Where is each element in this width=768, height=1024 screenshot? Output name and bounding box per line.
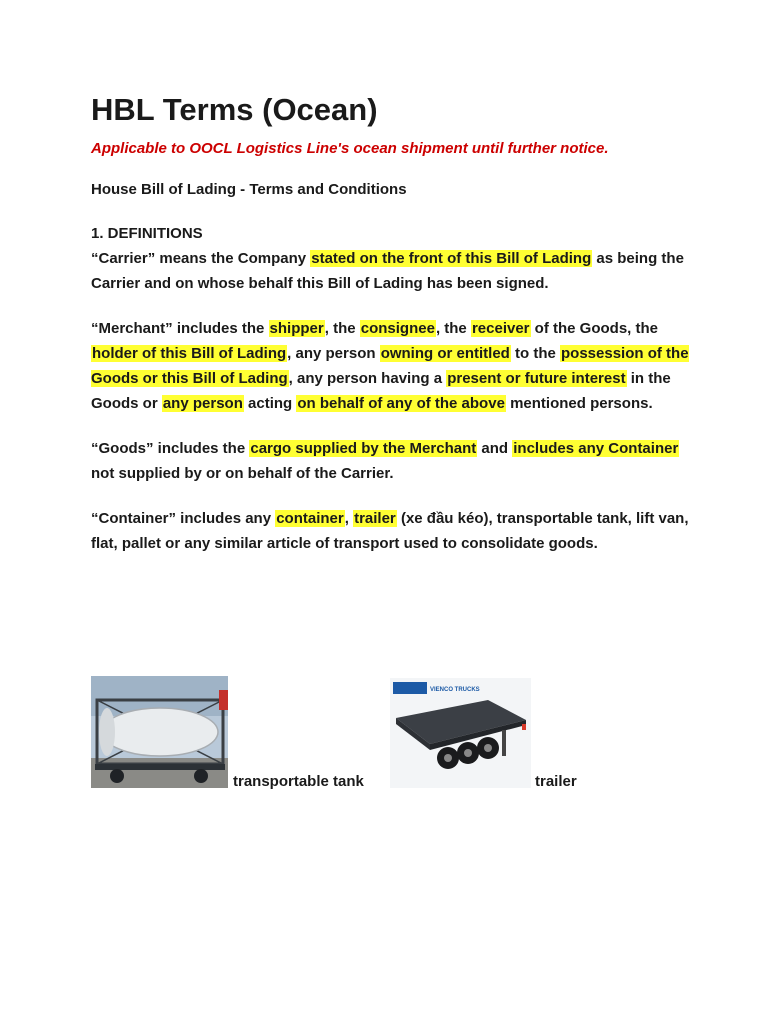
highlight: shipper <box>269 320 324 337</box>
highlight: any person <box>162 395 243 412</box>
highlight: on behalf of any of the above <box>297 395 505 412</box>
page-title: HBL Terms (Ocean) <box>91 92 378 127</box>
definition-carrier: “Carrier” means the Company stated on the front of this Bill of Lading as being the Carrier and on whose behalf this Bill of Lading has been signed. <box>91 250 684 292</box>
highlight: stated on the front of this Bill of Lading <box>311 250 592 267</box>
highlight: owning or entitled <box>380 345 510 362</box>
highlight: includes any Container <box>513 440 679 457</box>
highlight: trailer <box>354 510 396 527</box>
highlight: holder of this Bill of Lading <box>92 345 287 362</box>
highlight: possession of the Goods or this Bill of Lading <box>91 345 689 387</box>
transportable-tank-image <box>91 676 228 788</box>
document-body <box>91 92 691 576</box>
trailer-brand-label: VIENCO TRUCKS <box>430 687 480 693</box>
term-carrier: “Carrier” <box>91 250 156 267</box>
applicability-notice: Applicable to OOCL Logistics Line's ocean shipment until further notice. <box>91 140 609 157</box>
term-goods: “Goods” <box>91 440 154 457</box>
trailer-image <box>390 678 531 788</box>
document-subtitle: House Bill of Lading - Terms and Conditions <box>91 181 407 198</box>
highlight: container <box>276 510 344 527</box>
tank-caption: transportable tank <box>233 773 364 790</box>
term-container: “Container” <box>91 510 177 527</box>
term-merchant: “Merchant” <box>91 320 173 337</box>
definition-goods: “Goods” includes the cargo supplied by the Merchant and includes any Container not supplied by or on behalf of the Carrier. <box>91 440 679 482</box>
highlight: cargo supplied by the Merchant <box>250 440 477 457</box>
example-images <box>91 676 711 790</box>
definition-merchant: “Merchant” includes the shipper, the consignee, the receiver of the Goods, the holder of this Bill of Lading, any person owning or entitled to the possession of the Goods or this Bill of Lading, any person having a present or future interest in the Goods or any person acting on behalf of any of the above mentioned persons. <box>91 320 689 412</box>
definition-container: “Container” includes any container, trailer (xe đầu kéo), transportable tank, lift van, flat, pallet or any similar article of transport used to consolidate goods. <box>91 510 689 552</box>
highlight: present or future interest <box>447 370 626 387</box>
trailer-caption: trailer <box>535 773 577 790</box>
section-heading: 1. DEFINITIONS <box>91 225 203 242</box>
highlight: receiver <box>471 320 530 337</box>
highlight: consignee <box>360 320 435 337</box>
